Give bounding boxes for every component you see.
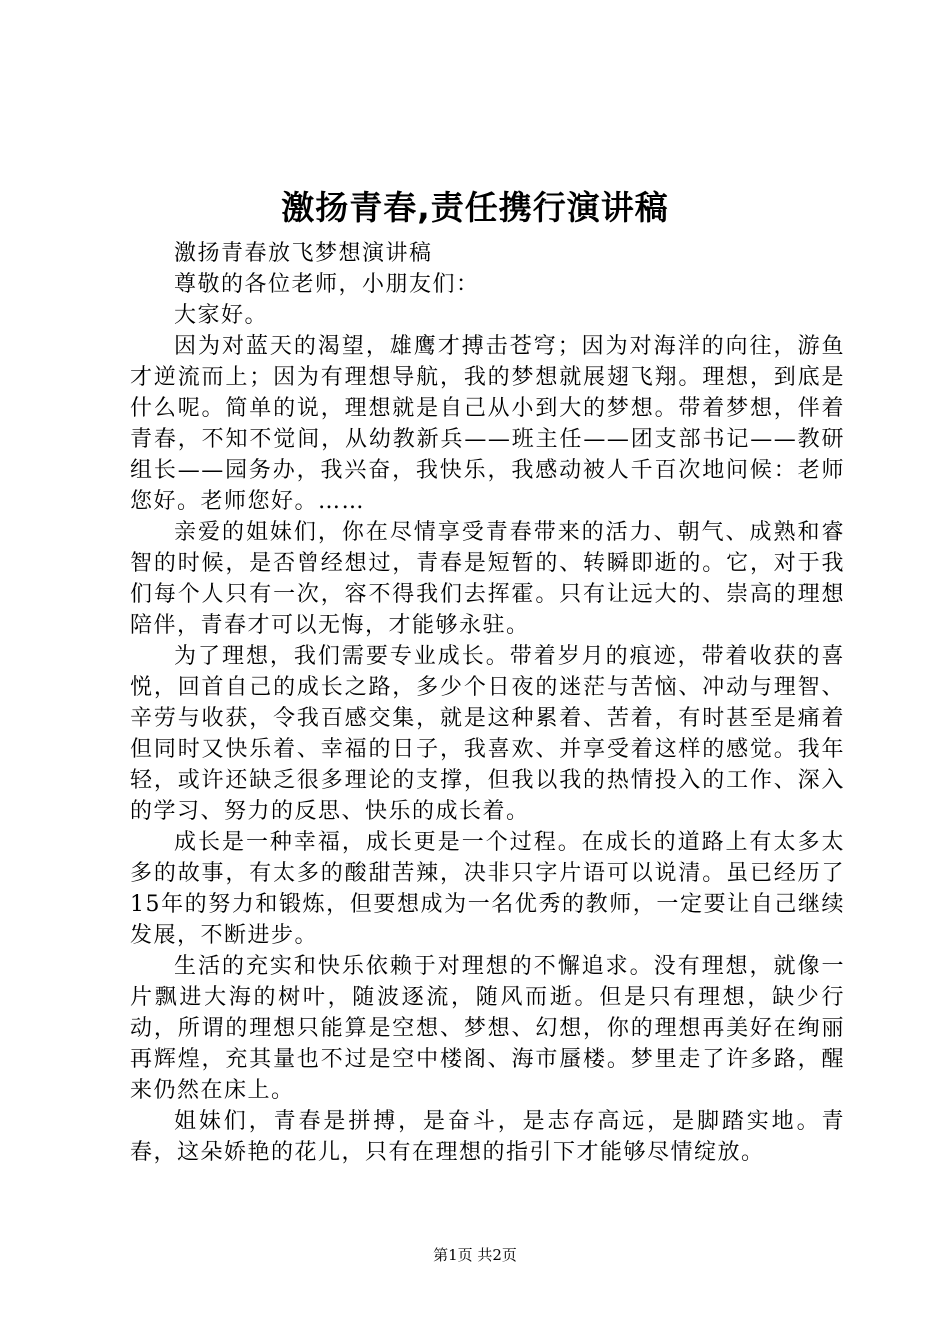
page-number-footer: 第1页 共2页 bbox=[433, 1246, 517, 1264]
paragraph: 姐妹们，青春是拼搏，是奋斗，是志存高远，是脚踏实地。青春，这朵娇艳的花儿，只有在理想的指引下才能够尽情绽放。 bbox=[130, 1109, 845, 1165]
paragraph: 激扬青春放飞梦想演讲稿 bbox=[174, 241, 433, 266]
paragraph: 为了理想，我们需要专业成长。带着岁月的痕迹，带着收获的喜悦，回首自己的成长之路，多少个日夜的迷茫与苦恼、冲动与理智、辛劳与收获，令我百感交集，就是这种累着、苦着，有时甚至是痛着但同时又快乐着、幸福的日子，我喜欢、并享受着这样的感觉。我年轻，或许还缺乏很多理论的支撑，但我以我的热情投入的工作、深入的学习、努力的反思、快乐的成长着。 bbox=[130, 644, 845, 824]
document-body bbox=[130, 238, 845, 1168]
paragraph: 因为对蓝天的渴望，雄鹰才搏击苍穹；因为对海洋的向往，游鱼才逆流而上；因为有理想导航，我的梦想就展翅飞翔。理想，到底是什么呢。简单的说，理想就是自己从小到大的梦想。带着梦想，伴着青春，不知不觉间，从幼教新兵——班主任——团支部书记——教研组长——园务办，我兴奋，我快乐，我感动被人千百次地问候：老师您好。老师您好。…… bbox=[130, 334, 845, 514]
paragraph: 生活的充实和快乐依赖于对理想的不懈追求。没有理想，就像一片飘进大海的树叶，随波逐流，随风而逝。但是只有理想，缺少行动，所谓的理想只能算是空想、梦想、幻想，你的理想再美好在绚丽再辉煌，充其量也不过是空中楼阁、海市蜃楼。梦里走了许多路，醒来仍然在床上。 bbox=[130, 954, 845, 1103]
paragraph: 尊敬的各位老师，小朋友们： bbox=[174, 272, 480, 297]
document-title: 激扬青春,责任携行演讲稿 bbox=[281, 188, 669, 227]
paragraph: 大家好。 bbox=[174, 303, 269, 328]
paragraph: 亲爱的姐妹们，你在尽情享受青春带来的活力、朝气、成熟和睿智的时候，是否曾经想过，青春是短暂的、转瞬即逝的。它，对于我们每个人只有一次，容不得我们去挥霍。只有让远大的、崇高的理想陪伴，青春才可以无悔，才能够永驻。 bbox=[130, 520, 845, 638]
paragraph: 成长是一种幸福，成长更是一个过程。在成长的道路上有太多太多的故事，有太多的酸甜苦辣，决非只字片语可以说清。虽已经历了15年的努力和锻炼，但要想成为一名优秀的教师，一定要让自己继续发展，不断进步。 bbox=[130, 830, 845, 948]
